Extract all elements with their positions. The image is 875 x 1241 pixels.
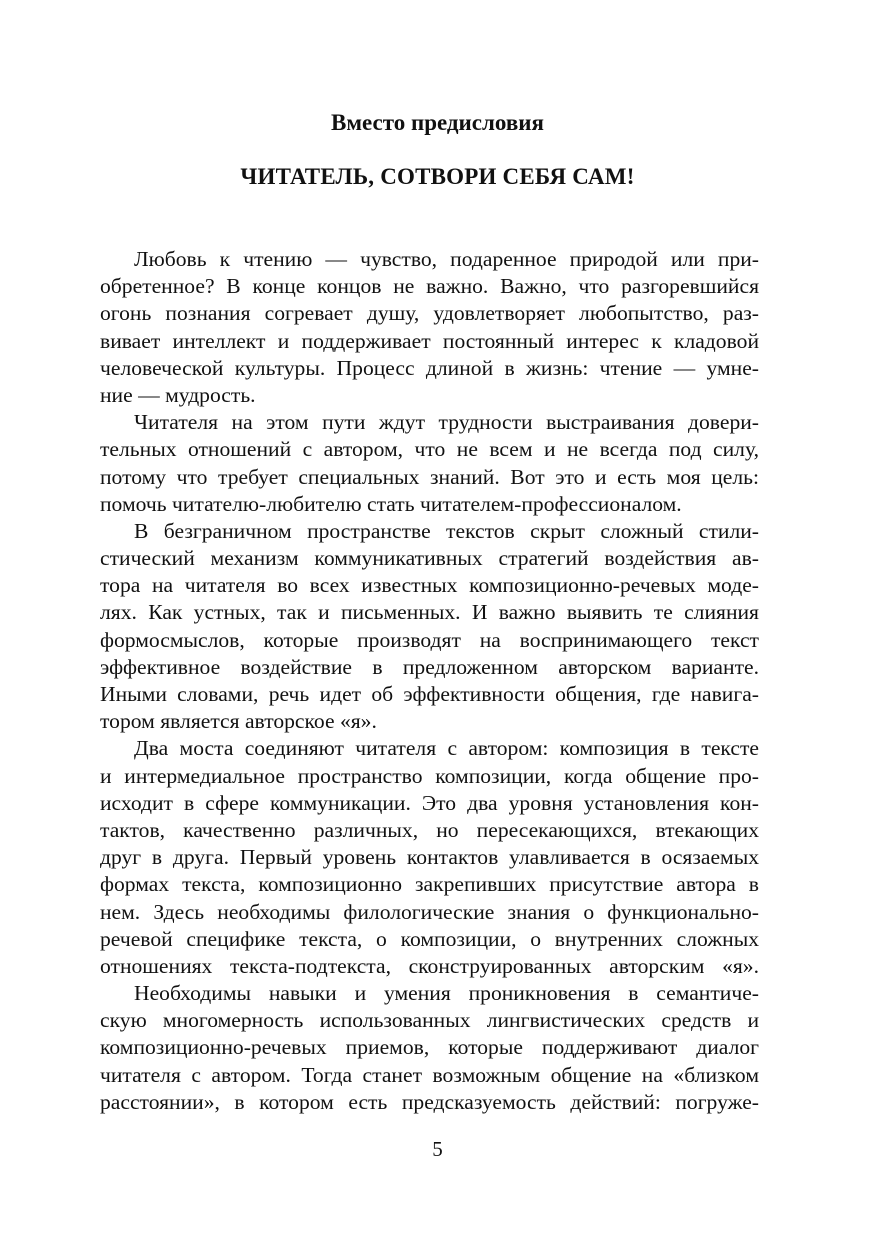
text-line: лях. Как устных, так и письменных. И важно выявить те слияния [100, 600, 759, 625]
text-line: речевой специфике текста, о композиции, о внутренних сложных [100, 926, 759, 951]
text-line: композиционно-речевых приемов, которые поддерживают диалог [100, 1035, 759, 1060]
text-line: огонь познания согревает душу, удовлетворяет любопытство, раз- [100, 301, 759, 326]
paragraph [100, 518, 759, 736]
preface-title: Вместо предисловия [331, 110, 544, 135]
text-line: читателя с автором. Тогда станет возможным общение на «близком [100, 1062, 759, 1087]
chapter-title: ЧИТАТЕЛЬ, СОТВОРИ СЕБЯ САМ! [240, 164, 635, 189]
paragraph [100, 735, 759, 980]
text-line: тором является авторское «я». [100, 709, 377, 734]
text-line: Читателя на этом пути ждут трудности выстраивания довери- [134, 410, 759, 435]
text-line: и интермедиальное пространство композиции, когда общение про- [100, 763, 759, 788]
text-line: тора на читателя во всех известных композиционно-речевых моде- [100, 573, 759, 598]
text-line: обретенное? В конце концов не важно. Важно, что разгоревшийся [100, 274, 759, 299]
text-line: ние — мудрость. [100, 382, 256, 407]
text-line: друг в друга. Первый уровень контактов улавливается в осязаемых [100, 845, 759, 870]
text-line: Любовь к чтению — чувство, подаренное природой или при- [134, 247, 759, 271]
text-line: тактов, качественно различных, но пересекающихся, втекающих [100, 817, 759, 842]
paragraph [100, 409, 759, 518]
text-line: вивает интеллект и поддерживает постоянный интерес к кладовой [100, 328, 759, 353]
text-line: эффективное воздействие в предложенном авторском варианте. [100, 654, 759, 679]
text-line: стический механизм коммуникативных стратегий воздействия ав- [100, 546, 759, 571]
text-line: тельных отношений с автором, что не всем и не всегда под силу, [100, 437, 759, 462]
text-line: В безграничном пространстве текстов скрыт сложный стили- [134, 518, 759, 543]
body-text [100, 246, 759, 1116]
text-line: расстоянии», в котором есть предсказуемость действий: погруже- [100, 1089, 759, 1114]
text-line: человеческой культуры. Процесс длиной в жизнь: чтение — умне- [100, 355, 759, 380]
text-line: формах текста, композиционно закрепивших присутствие автора в [100, 872, 759, 897]
text-line: формосмыслов, которые производят на воспринимающего текст [100, 627, 759, 652]
text-line: исходит в сфере коммуникации. Это два уровня установления кон- [100, 790, 759, 815]
text-line: Необходимы навыки и умения проникновения в семантиче- [134, 981, 759, 1006]
text-line: нем. Здесь необходимы филологические знания о функционально- [100, 899, 759, 924]
paragraph [100, 246, 759, 409]
text-line: Два моста соединяют читателя с автором: композиция в тексте [134, 736, 759, 761]
text-line: Иными словами, речь идет об эффективности общения, где навига- [100, 682, 759, 706]
text-line: скую многомерность использованных лингвистических средств и [100, 1008, 759, 1033]
text-line: помочь читателю-любителю стать читателем-профессионалом. [100, 491, 682, 516]
paragraph [100, 980, 759, 1116]
text-line: потому что требует специальных знаний. Вот это и есть моя цель: [100, 464, 759, 489]
text-line: отношениях текста-подтекста, сконструированных авторским «я». [100, 953, 759, 978]
page-number: 5 [432, 1137, 443, 1161]
